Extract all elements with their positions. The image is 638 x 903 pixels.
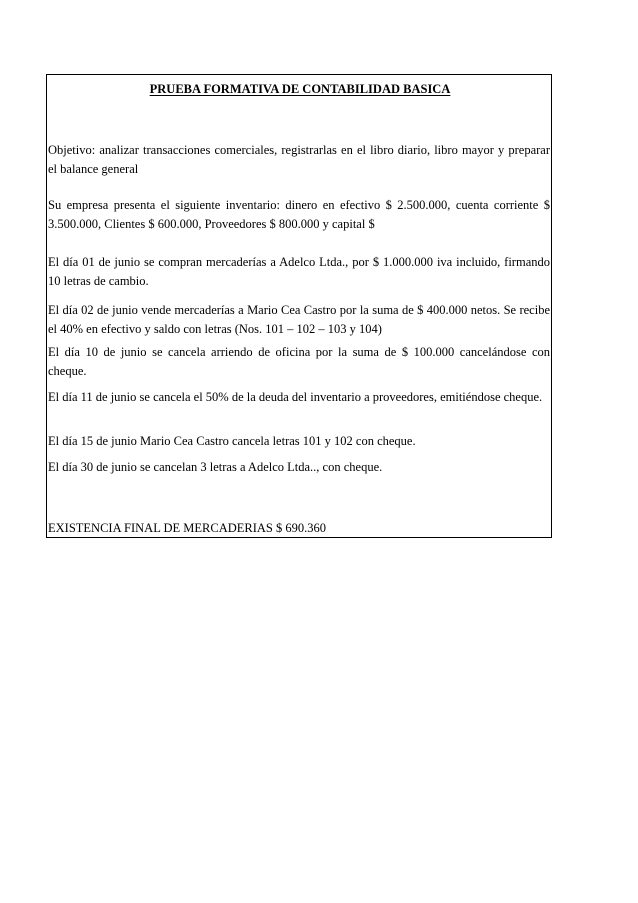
transaction-jun-11: El día 11 de junio se cancela el 50% de la deuda del inventario a proveedores, emitiéndose cheque. xyxy=(48,390,543,404)
exam-document-box xyxy=(46,74,552,538)
objective-paragraph: Objetivo: analizar transacciones comerciales, registrarlas en el libro diario, libro mayor y preparar el balance general xyxy=(48,143,550,176)
transaction-jun-01: El día 01 de junio se compran mercaderías a Adelco Ltda., por $ 1.000.000 iva incluido, firmando 10 letras de cambio. xyxy=(48,255,550,288)
document-title: PRUEBA FORMATIVA DE CONTABILIDAD BASICA xyxy=(149,82,451,96)
transaction-jun-15: El día 15 de junio Mario Cea Castro cancela letras 101 y 102 con cheque. xyxy=(48,434,416,448)
inventory-paragraph: Su empresa presenta el siguiente inventario: dinero en efectivo $ 2.500.000, cuenta corriente $ 3.500.000, Clientes $ 600.000, Proveedores $ 800.000 y capital $ xyxy=(48,198,550,231)
transaction-jun-02: El día 02 de junio vende mercaderías a Mario Cea Castro por la suma de $ 400.000 netos. Se recibe el 40% en efectivo y saldo con letras (Nos. 101 – 102 – 103 y 104) xyxy=(48,303,550,336)
transaction-jun-10: El día 10 de junio se cancela arriendo de oficina por la suma de $ 100.000 cancelándose con cheque. xyxy=(48,345,550,378)
transaction-jun-30: El día 30 de junio se cancelan 3 letras a Adelco Ltda.., con cheque. xyxy=(48,460,383,474)
final-stock-line: EXISTENCIA FINAL DE MERCADERIAS $ 690.360 xyxy=(48,521,327,535)
